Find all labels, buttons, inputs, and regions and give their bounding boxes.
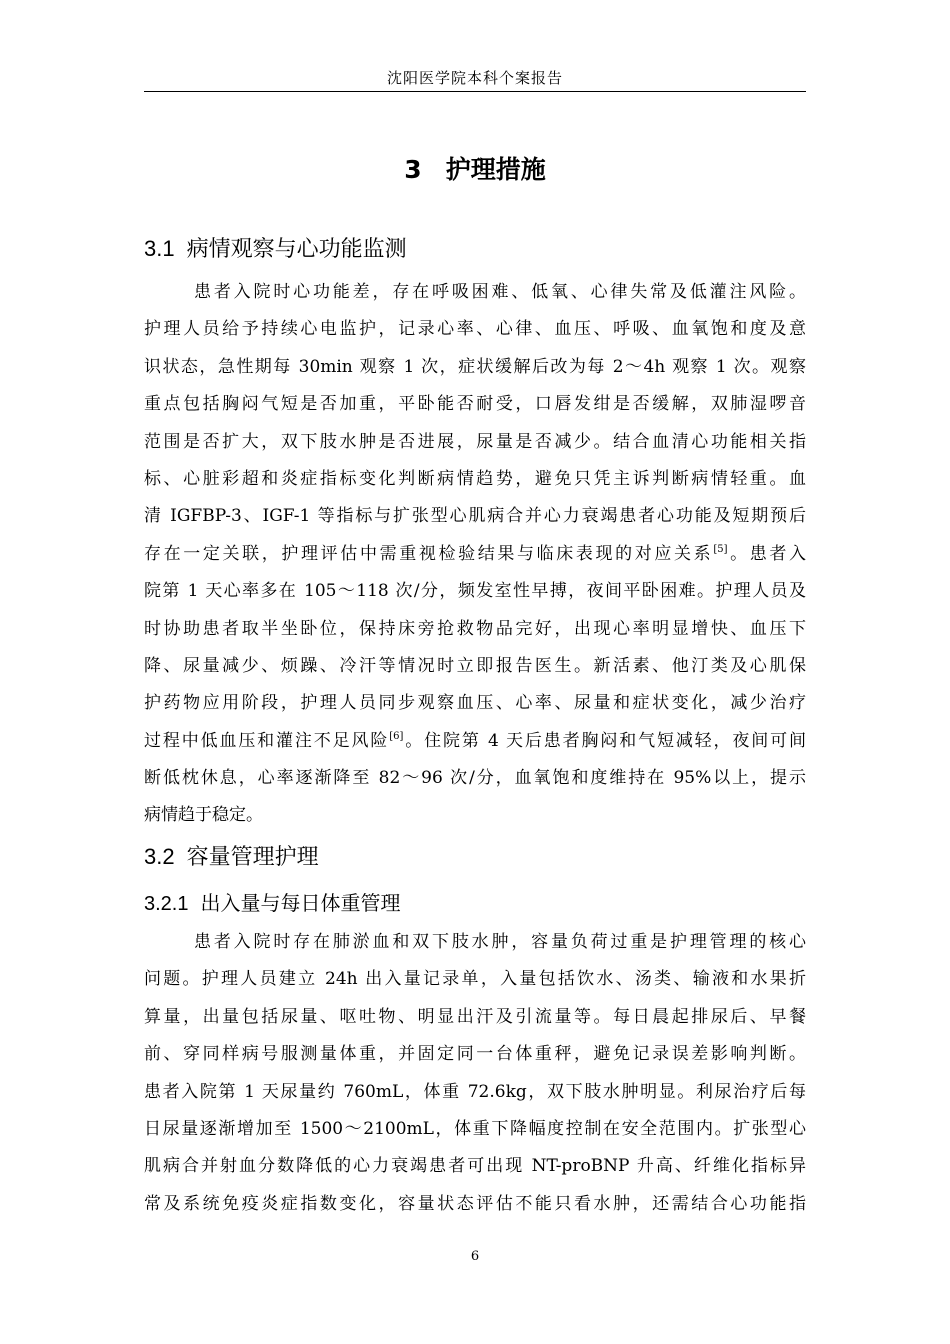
paragraph-line: 患者入院时心功能差，存在呼吸困难、低氧、心律失常及低灌注风险。	[194, 282, 806, 302]
section-3-2-1-title: 出入量与每日体重管理	[200, 891, 401, 915]
paragraph-line: 病情趋于稳定。	[144, 805, 263, 826]
section-3-1-heading	[144, 232, 407, 263]
paragraph-line: 前、穿同样病号服测量体重，并固定同一台体重秤，避免记录误差影响判断。	[144, 1044, 806, 1065]
page-header: 沈阳医学院本科个案报告	[386, 69, 563, 87]
section-3-1-title: 病情观察与心功能监测	[186, 237, 407, 262]
citation-6: [6]	[389, 730, 404, 742]
paragraph-text: 存在一定关联，护理评估中需重视检验结果与临床表现的对应关系	[144, 543, 714, 564]
paragraph-line: 院第 1 天心率多在 105～118 次/分，频发室性早搏，夜间平卧困难。护理人员及	[144, 581, 806, 602]
paragraph-line: 护理人员给予持续心电监护，记录心率、心律、血压、呼吸、血氧饱和度及意	[144, 319, 806, 340]
chapter-title	[0, 150, 950, 186]
citation-5: [5]	[713, 543, 728, 555]
paragraph-line: 断低枕休息，心率逐渐降至 82～96 次/分，血氧饱和度维持在 95%以上，提示	[144, 768, 806, 789]
paragraph-text: 。住院第 4 天后患者胸闷和气短减轻，夜间可间	[403, 730, 806, 751]
paragraph-line: 常及系统免疫炎症指数变化，容量状态评估不能只看水肿，还需结合心功能指	[144, 1193, 806, 1214]
section-3-2-number: 3.2	[144, 844, 175, 869]
chapter-number: 3	[404, 155, 422, 184]
paragraph-line: 算量，出量包括尿量、呕吐物、明显出汗及引流量等。每日晨起排尿后、早餐	[144, 1006, 806, 1027]
paragraph-line	[144, 723, 806, 760]
paragraph-line: 清 IGFBP-3、IGF-1 等指标与扩张型心肌病合并心力衰竭患者心功能及短期预后	[144, 506, 806, 527]
paragraph-line: 患者入院第 1 天尿量约 760mL，体重 72.6kg，双下肢水肿明显。利尿治疗后每	[144, 1081, 806, 1102]
paragraph-line	[144, 536, 806, 573]
paragraph-line: 识状态，急性期每 30min 观察 1 次，症状缓解后改为每 2～4h 观察 1 次。观察	[144, 356, 806, 377]
paragraph-line: 日尿量逐渐增加至 1500～2100mL，体重下降幅度控制在安全范围内。扩张型心	[144, 1118, 806, 1139]
paragraph-text: 。患者入	[727, 543, 807, 564]
chapter-title-text: 护理措施	[445, 155, 546, 184]
page-number: 6	[470, 1249, 480, 1264]
paragraph-text: 过程中低血压和灌注不足风险	[144, 730, 390, 751]
section-3-2-1-heading	[144, 887, 400, 916]
section-3-2-1-number: 3.2.1	[144, 893, 189, 915]
paragraph-line: 标、心脏彩超和炎症指标变化判断病情趋势，避免只凭主诉判断病情轻重。血	[144, 468, 806, 489]
paragraph-line: 降、尿量减少、烦躁、冷汗等情况时立即报告医生。新活素、他汀类及心肌保	[144, 655, 806, 676]
section-3-2-1-paragraph	[144, 924, 806, 1223]
paragraph-line: 时协助患者取半坐卧位，保持床旁抢救物品完好，出现心率明显增快、血压下	[144, 618, 806, 639]
paragraph-line: 问题。护理人员建立 24h 出入量记录单，入量包括饮水、汤类、输液和水果折	[144, 969, 806, 990]
paragraph-line: 范围是否扩大，双下肢水肿是否进展，尿量是否减少。结合血清心功能相关指	[144, 431, 806, 452]
paragraph-line: 重点包括胸闷气短是否加重，平卧能否耐受，口唇发绀是否缓解，双肺湿啰音	[144, 394, 806, 415]
paragraph-line: 患者入院时存在肺淤血和双下肢水肿，容量负荷过重是护理管理的核心	[194, 932, 806, 952]
paragraph-line: 护药物应用阶段，护理人员同步观察血压、心率、尿量和症状变化，减少治疗	[144, 693, 806, 714]
header-rule	[144, 91, 806, 92]
section-3-1-number: 3.1	[144, 236, 175, 261]
section-3-1-paragraph	[144, 274, 806, 835]
paragraph-line: 肌病合并射血分数降低的心力衰竭患者可出现 NT-proBNP 升高、纤维化指标异	[144, 1156, 806, 1177]
section-3-2-heading	[144, 840, 319, 871]
section-3-2-title: 容量管理护理	[186, 845, 319, 870]
